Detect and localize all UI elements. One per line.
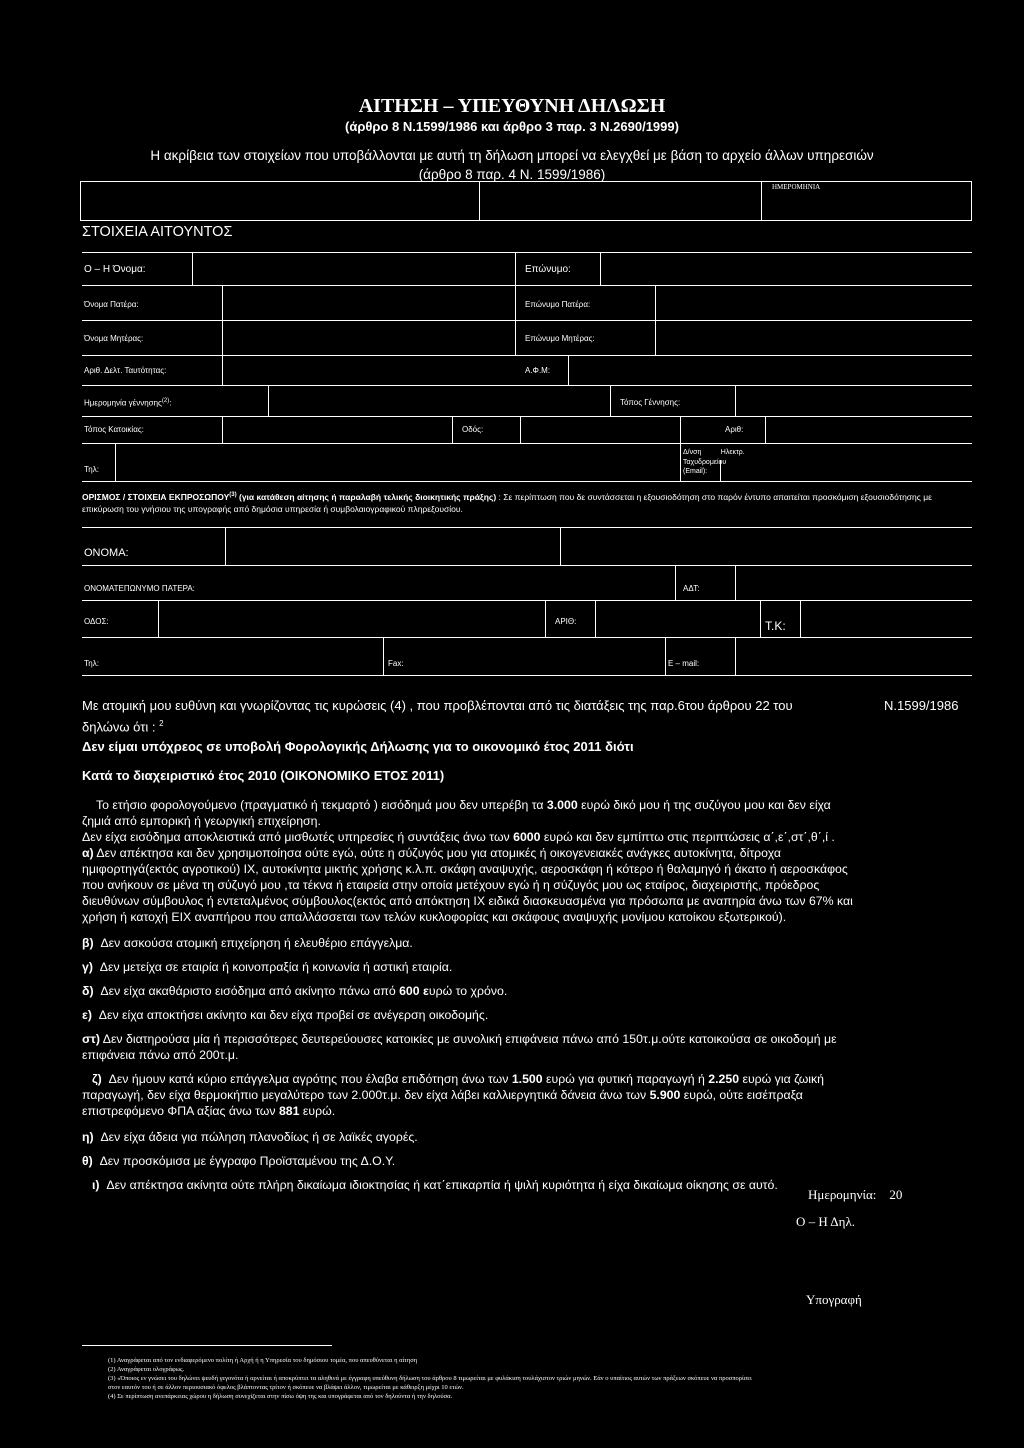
p1a: Το ετήσιο φορολογούμενο (πραγματικό ή τεκμαρτό ) εισόδημά μου δεν υπερέβη τα xyxy=(96,798,547,812)
father-name-label: Όνομα Πατέρα: xyxy=(84,300,139,309)
p1b: 3.000 xyxy=(546,798,578,812)
street-label: Οδός: xyxy=(462,425,484,434)
grid-line xyxy=(675,565,676,600)
grid-line xyxy=(595,600,596,637)
footnote-3: (3) «Όποιος εν γνώσει του δηλώνει ψευδή γεγονότα ή αρνείται ή αποκρύπτει τα αληθινά με έγγραφη υπεύθυνη δήλωση του άρθρου 8 τιμωρείται με φυλάκιση τουλάχιστον τριών μηνών. Εάν ο υπαίτιος αυτών των πράξεων σκόπευε να προσπορίσει xyxy=(108,1375,752,1382)
rep-email-label: E – mail: xyxy=(668,659,700,668)
item-st-1: Δεν διατηρούσα μία ή περισσότερες δευτερεύουσες κατοικίες με συνολική επιφάνεια πάνω από 150τ.μ.ούτε κατοικούσα σε οικοδομή με xyxy=(100,1032,837,1046)
item-d-label: δ) xyxy=(82,984,94,998)
rep-heading-sup: (3) xyxy=(229,492,237,498)
item-z-1a: Δεν ήμουν κατά κύριο επάγγελμα αγρότης που έλαβα επιδότηση άνω των xyxy=(108,1072,512,1086)
grid-line xyxy=(82,675,972,676)
item-e-label: ε) xyxy=(82,1008,92,1022)
grid-line xyxy=(222,355,223,385)
phone-label: Τηλ: xyxy=(84,465,99,474)
item-a-3: που ανήκουν σε μένα τη σύζυγό μου ,τα τέκνα ή εταιρεία στην οποία μετέχουν εγώ ή η σύζυγός μου ως εταίρος, διαχειριστής, πρόεδρος xyxy=(82,878,820,892)
grid-line xyxy=(520,416,521,443)
not-obliged-line: Δεν είμαι υπόχρεος σε υποβολή Φορολογικής Δήλωσης για το οικονομικό έτος 2011 διότι xyxy=(82,739,634,754)
grid-line xyxy=(82,565,972,566)
footnote-3-cont: στον εαυτόν του ή σε άλλον περιουσιακό όφελος βλάπτοντας τρίτον ή σκόπευε να βλάψει άλλον, τιμωρείται με κάθειρξη μέχρι 10 ετών. xyxy=(108,1384,464,1391)
grid-line xyxy=(760,600,761,637)
rep-note: : Σε περίπτωση που δε συντάσσεται η εξουσιοδότηση στο παρόν έντυπο απαιτείται προσκόμιση εξουσιοδότησης με επικύρωση του γνήσιου της υπογραφής από δημόσια υπηρεσία ή συμβολαιογραφικού πληρεξουσίου. xyxy=(82,491,932,514)
header-date-label: ΗΜΕΡΟΜΗΝΙΑ xyxy=(772,183,821,191)
item-b-label: β) xyxy=(82,936,94,950)
header-box xyxy=(80,181,972,221)
grid-line xyxy=(600,252,601,285)
id-number-label: Αριθ. Δελτ. Ταυτότητας: xyxy=(84,366,167,375)
item-z-2 xyxy=(82,1087,972,1103)
grid-line xyxy=(82,252,972,253)
item-d-b: 600 ε xyxy=(399,984,429,998)
grid-line xyxy=(735,565,736,600)
item-g-label: γ) xyxy=(82,960,93,974)
income-paragraph xyxy=(82,797,972,813)
item-h-text: Δεν είχα άδεια για πώληση πλανοδίως ή σε λαϊκές αγορές. xyxy=(100,1130,418,1144)
item-d xyxy=(82,983,972,999)
p2a: Δεν είχα εισόδημα αποκλειστικά από μισθωτές υπηρεσίες ή συντάξεις άνω των xyxy=(82,830,514,844)
footnote-separator xyxy=(82,1345,332,1346)
item-i-text: Δεν απέκτησα ακίνητα ούτε πλήρη δικαίωμα ιδιοκτησίας ή κατ΄επικαρπία ή ψιλή κυριότητα ή είχα δικαίωμα οίκησης σε αυτό. xyxy=(106,1178,778,1192)
grid-line xyxy=(222,416,223,443)
grid-line xyxy=(82,320,972,321)
grid-line xyxy=(82,600,972,601)
father-surname-label: Επώνυμο Πατέρα: xyxy=(525,300,591,309)
footnotes xyxy=(108,1356,988,1401)
item-e xyxy=(82,1007,972,1023)
item-a xyxy=(82,845,972,861)
grid-line xyxy=(568,355,569,385)
item-g xyxy=(82,959,972,975)
rep-number-label: ΑΡΙΘ: xyxy=(555,617,577,626)
p2b: 6000 xyxy=(513,830,541,844)
email-label-3: (Email): xyxy=(683,468,708,475)
grid-line xyxy=(82,527,972,528)
item-h-label: η) xyxy=(82,1130,94,1144)
rep-heading-bold: ΟΡΙΣΜΟΣ / ΣΤΟΙΧΕΙΑ ΕΚΠΡΟΣΩΠΟΥ xyxy=(82,491,230,502)
item-d-c: υρώ το χρόνο. xyxy=(428,984,508,998)
grid-line xyxy=(560,527,561,565)
rep-tk-label: Τ.Κ: xyxy=(765,619,786,633)
item-h xyxy=(82,1129,972,1145)
grid-line xyxy=(82,416,972,417)
grid-line xyxy=(545,600,546,637)
item-a-1: Δεν απέκτησα και δεν χρησιμοποίησα ούτε εγώ, ούτε η σύζυγός μου για ατομικές ή οικογενειακές ανάγκες αυτοκίνητα, δίτροχα xyxy=(93,846,781,860)
item-b-text: Δεν ασκούσα ατομική επιχείρηση ή ελευθέριο επάγγελμα. xyxy=(100,936,413,950)
item-i-label: ι) xyxy=(92,1178,100,1192)
number-label: Αριθ: xyxy=(725,425,744,434)
item-g-text: Δεν μετείχα σε εταιρία ή κοινοπραξία ή κοινωνία ή αστική εταιρία. xyxy=(99,960,453,974)
declare-sup: 2 xyxy=(159,719,164,728)
item-st xyxy=(82,1031,972,1047)
item-z-3c: ευρώ. xyxy=(299,1104,336,1118)
rep-adt-label: ΑΔΤ: xyxy=(683,584,700,593)
grid-line xyxy=(225,527,226,565)
item-z xyxy=(82,1071,972,1087)
grid-line xyxy=(735,637,736,675)
grid-line xyxy=(222,285,223,355)
declaration-law: Ν.1599/1986 xyxy=(884,698,959,713)
birth-date-text: Ημερομηνία γέννησης xyxy=(84,398,162,408)
footnote-1: (1) Αναγράφεται από τον ενδιαφερόμενο πολίτη ή Αρχή ή η Υπηρεσία του δημόσιου τομέα, που απευθύνεται η αίτηση xyxy=(108,1357,418,1364)
grid-line xyxy=(655,285,656,355)
grid-line xyxy=(610,385,611,416)
item-z-2b: 5.900 xyxy=(649,1088,681,1102)
birth-place-label: Τόπος Γέννησης: xyxy=(620,398,681,407)
item-z-3b: 881 xyxy=(278,1104,300,1118)
item-a-label: α) xyxy=(82,846,94,860)
residence-label: Τόπος Κατοικίας: xyxy=(84,425,144,434)
grid-line xyxy=(665,637,666,675)
item-z-1b: 1.500 xyxy=(511,1072,543,1086)
signature-label: Υπογραφή xyxy=(806,1292,862,1307)
item-z-2c: ευρώ, ούτε εισέπραξα xyxy=(680,1088,803,1102)
item-z-2a: παραγωγή, δεν είχα θερμοκήπιο μεγαλύτερο των 2.000τ.μ. δεν είχα λάβει καλλιεργητικά δάνεια άνω των xyxy=(82,1088,650,1102)
item-a-2: ημιφορτηγά(εκτός αγροτικού) ΙΧ, αυτοκίνητα μικτής χρήσης κ.λ.π. σκάφη αναψυχής, αεροσκάφη ή κότερο ή θαλαμηγό ή άκατο ή αεροσκάφος xyxy=(82,862,848,876)
p2c: ευρώ και δεν εμπίπτω στις περιπτώσεις α΄,ε΄,στ΄,θ΄,ί . xyxy=(540,830,835,844)
grid-line xyxy=(680,416,681,481)
accuracy-notice xyxy=(0,146,1024,184)
declare-text: δηλώνω ότι : xyxy=(82,719,156,735)
declaration-intro: Με ατομική μου ευθύνη και γνωρίζοντας τις κυρώσεις (4) , που προβλέπονται από τις διατάξεις της παρ.6του άρθρου 22 του xyxy=(82,698,793,713)
p1c: ευρώ δικό μου ή της συζύγου μου και δεν είχα xyxy=(577,798,831,812)
grid-line xyxy=(383,637,384,675)
declaration-body xyxy=(82,797,972,1193)
declare-label xyxy=(82,719,164,734)
item-d-a: Δεν είχα ακαθάριστο εισόδημα από ακίνητο πάνω από xyxy=(100,984,400,998)
item-st-2: επιφάνεια πάνω από 200τ.μ. xyxy=(82,1048,239,1062)
grid-line xyxy=(82,637,972,638)
signature-date xyxy=(808,1187,902,1203)
item-b xyxy=(82,935,972,951)
item-z-1e: ευρώ για ζωική xyxy=(739,1072,825,1086)
grid-line xyxy=(82,443,972,444)
rep-street-label: ΟΔΟΣ: xyxy=(84,617,109,626)
grid-line xyxy=(82,481,972,482)
item-e-text: Δεν είχα αποκτήσει ακίνητο και δεν είχα προβεί σε ανέγερση οικοδομής. xyxy=(98,1008,489,1022)
signature-date-label: Ημερομηνία: xyxy=(808,1187,877,1202)
grid-line xyxy=(515,252,516,355)
grid-line xyxy=(82,385,972,386)
fiscal-year-line: Κατά το διαχειριστικό έτος 2010 (ΟΙΚΟΝΟΜΙΚΟ ΕΤΟΣ 2011) xyxy=(82,768,445,783)
email-label-1: Δ/νση xyxy=(683,449,702,456)
grid-line xyxy=(82,285,972,286)
item-z-label: ζ) xyxy=(92,1072,102,1086)
grid-line xyxy=(82,355,972,356)
afm-label: Α.Φ.Μ: xyxy=(525,366,551,375)
income-paragraph-cont: ζημιά από εμπορική ή γεωργική επιχείρηση. xyxy=(82,814,321,828)
header-divider xyxy=(761,182,762,220)
applicant-surname-label: Επώνυμο: xyxy=(525,264,571,275)
birth-date-label: Ημερομηνία γέννησης$^{(2)}$: xyxy=(84,398,172,408)
item-z-3a: επιστρεφόμενο ΦΠΑ αξίας άνω των xyxy=(82,1104,279,1118)
form-subtitle: (άρθρο 8 Ν.1599/1986 και άρθρο 3 παρ. 3 Ν.2690/1999) xyxy=(345,119,679,134)
rep-father-label: ΟΝΟΜΑΤΕΠΩΝΥΜΟ ΠΑΤΕΡΑ: xyxy=(84,584,195,593)
notice-line-1: Η ακρίβεια των στοιχείων που υποβάλλονται με αυτή τη δήλωση μπορεί να ελεγχθεί με βάση το αρχείο άλλων υπηρεσιών xyxy=(150,148,874,163)
grid-line xyxy=(765,416,766,443)
grid-line xyxy=(268,385,269,416)
item-a-4: διευθύνων σύμβουλος ή εντεταλμένος σύμβουλος(εκτός από απόκτηση ΙΧ ειδικά διασκευασμένα για πρόσωπα με αναπηρία άνω των 67% και xyxy=(82,894,853,908)
grid-line xyxy=(192,252,193,285)
representative-heading xyxy=(82,489,972,515)
item-th-text: Δεν προσκόμισα με έγγραφο Προϊσταμένου της Δ.Ο.Υ. xyxy=(99,1154,396,1168)
grid-line xyxy=(800,600,801,637)
item-z-3 xyxy=(82,1103,972,1119)
grid-line xyxy=(452,416,453,443)
notice-line-2: (άρθρο 8 παρ. 4 Ν. 1599/1986) xyxy=(418,167,606,182)
signature-declarant: Ο – Η Δηλ. xyxy=(796,1214,856,1229)
email-label-2: Ταχυδρομείου xyxy=(683,458,727,466)
salary-paragraph xyxy=(82,829,972,845)
mother-surname-label: Επώνυμο Μητέρας: xyxy=(525,334,595,343)
applicant-name-label: Ο – Η Όνομα: xyxy=(84,264,146,275)
header-divider xyxy=(479,182,480,220)
birth-date-sup: (2) xyxy=(161,398,170,404)
form-title: ΑΙΤΗΣΗ – ΥΠΕΥΘΥΝΗ ΔΗΛΩΣΗ xyxy=(358,95,666,117)
email-label xyxy=(683,448,745,477)
signature-year: 20 xyxy=(889,1187,903,1202)
item-th xyxy=(82,1153,972,1169)
mother-name-label: Όνομα Μητέρας: xyxy=(84,334,144,343)
footnote-4: (4) Σε περίπτωση ανεπάρκειας χώρου η δήλωση συνεχίζεται στην πίσω όψη της και υπογράφεται από τον δηλούντα ή την δηλούσα. xyxy=(108,1393,453,1400)
grid-line xyxy=(735,385,736,416)
item-z-1c: ευρώ για φυτική παραγωγή ή xyxy=(542,1072,709,1086)
item-a-5: χρήση ή κατοχή ΕΙΧ αναπήρου που απαλλάσσεται των τελών κυκλοφορίας και σκάφους αναψυχής μονίμου κατοίκου εξωτερικού). xyxy=(82,910,787,924)
rep-fax-label: Fax: xyxy=(388,659,404,668)
applicant-section-title: ΣΤΟΙΧΕΙΑ ΑΙΤΟΥΝΤΟΣ xyxy=(82,224,233,240)
footnote-2: (2) Αναγράφεται ολογράφως. xyxy=(108,1366,185,1373)
grid-line xyxy=(158,600,159,637)
email-label-1b: Ηλεκτρ. xyxy=(720,449,745,456)
item-st-label: στ) xyxy=(82,1032,100,1046)
rep-heading-rest: (για κατάθεση αίτησης ή παραλαβή τελικής διοικητικής πράξης) xyxy=(238,491,497,502)
item-th-label: θ) xyxy=(82,1154,93,1168)
grid-line xyxy=(115,443,116,481)
item-z-1d: 2.250 xyxy=(708,1072,740,1086)
rep-name-label: ΟΝΟΜΑ: xyxy=(84,547,129,559)
rep-phone-label: Τηλ: xyxy=(84,659,99,668)
